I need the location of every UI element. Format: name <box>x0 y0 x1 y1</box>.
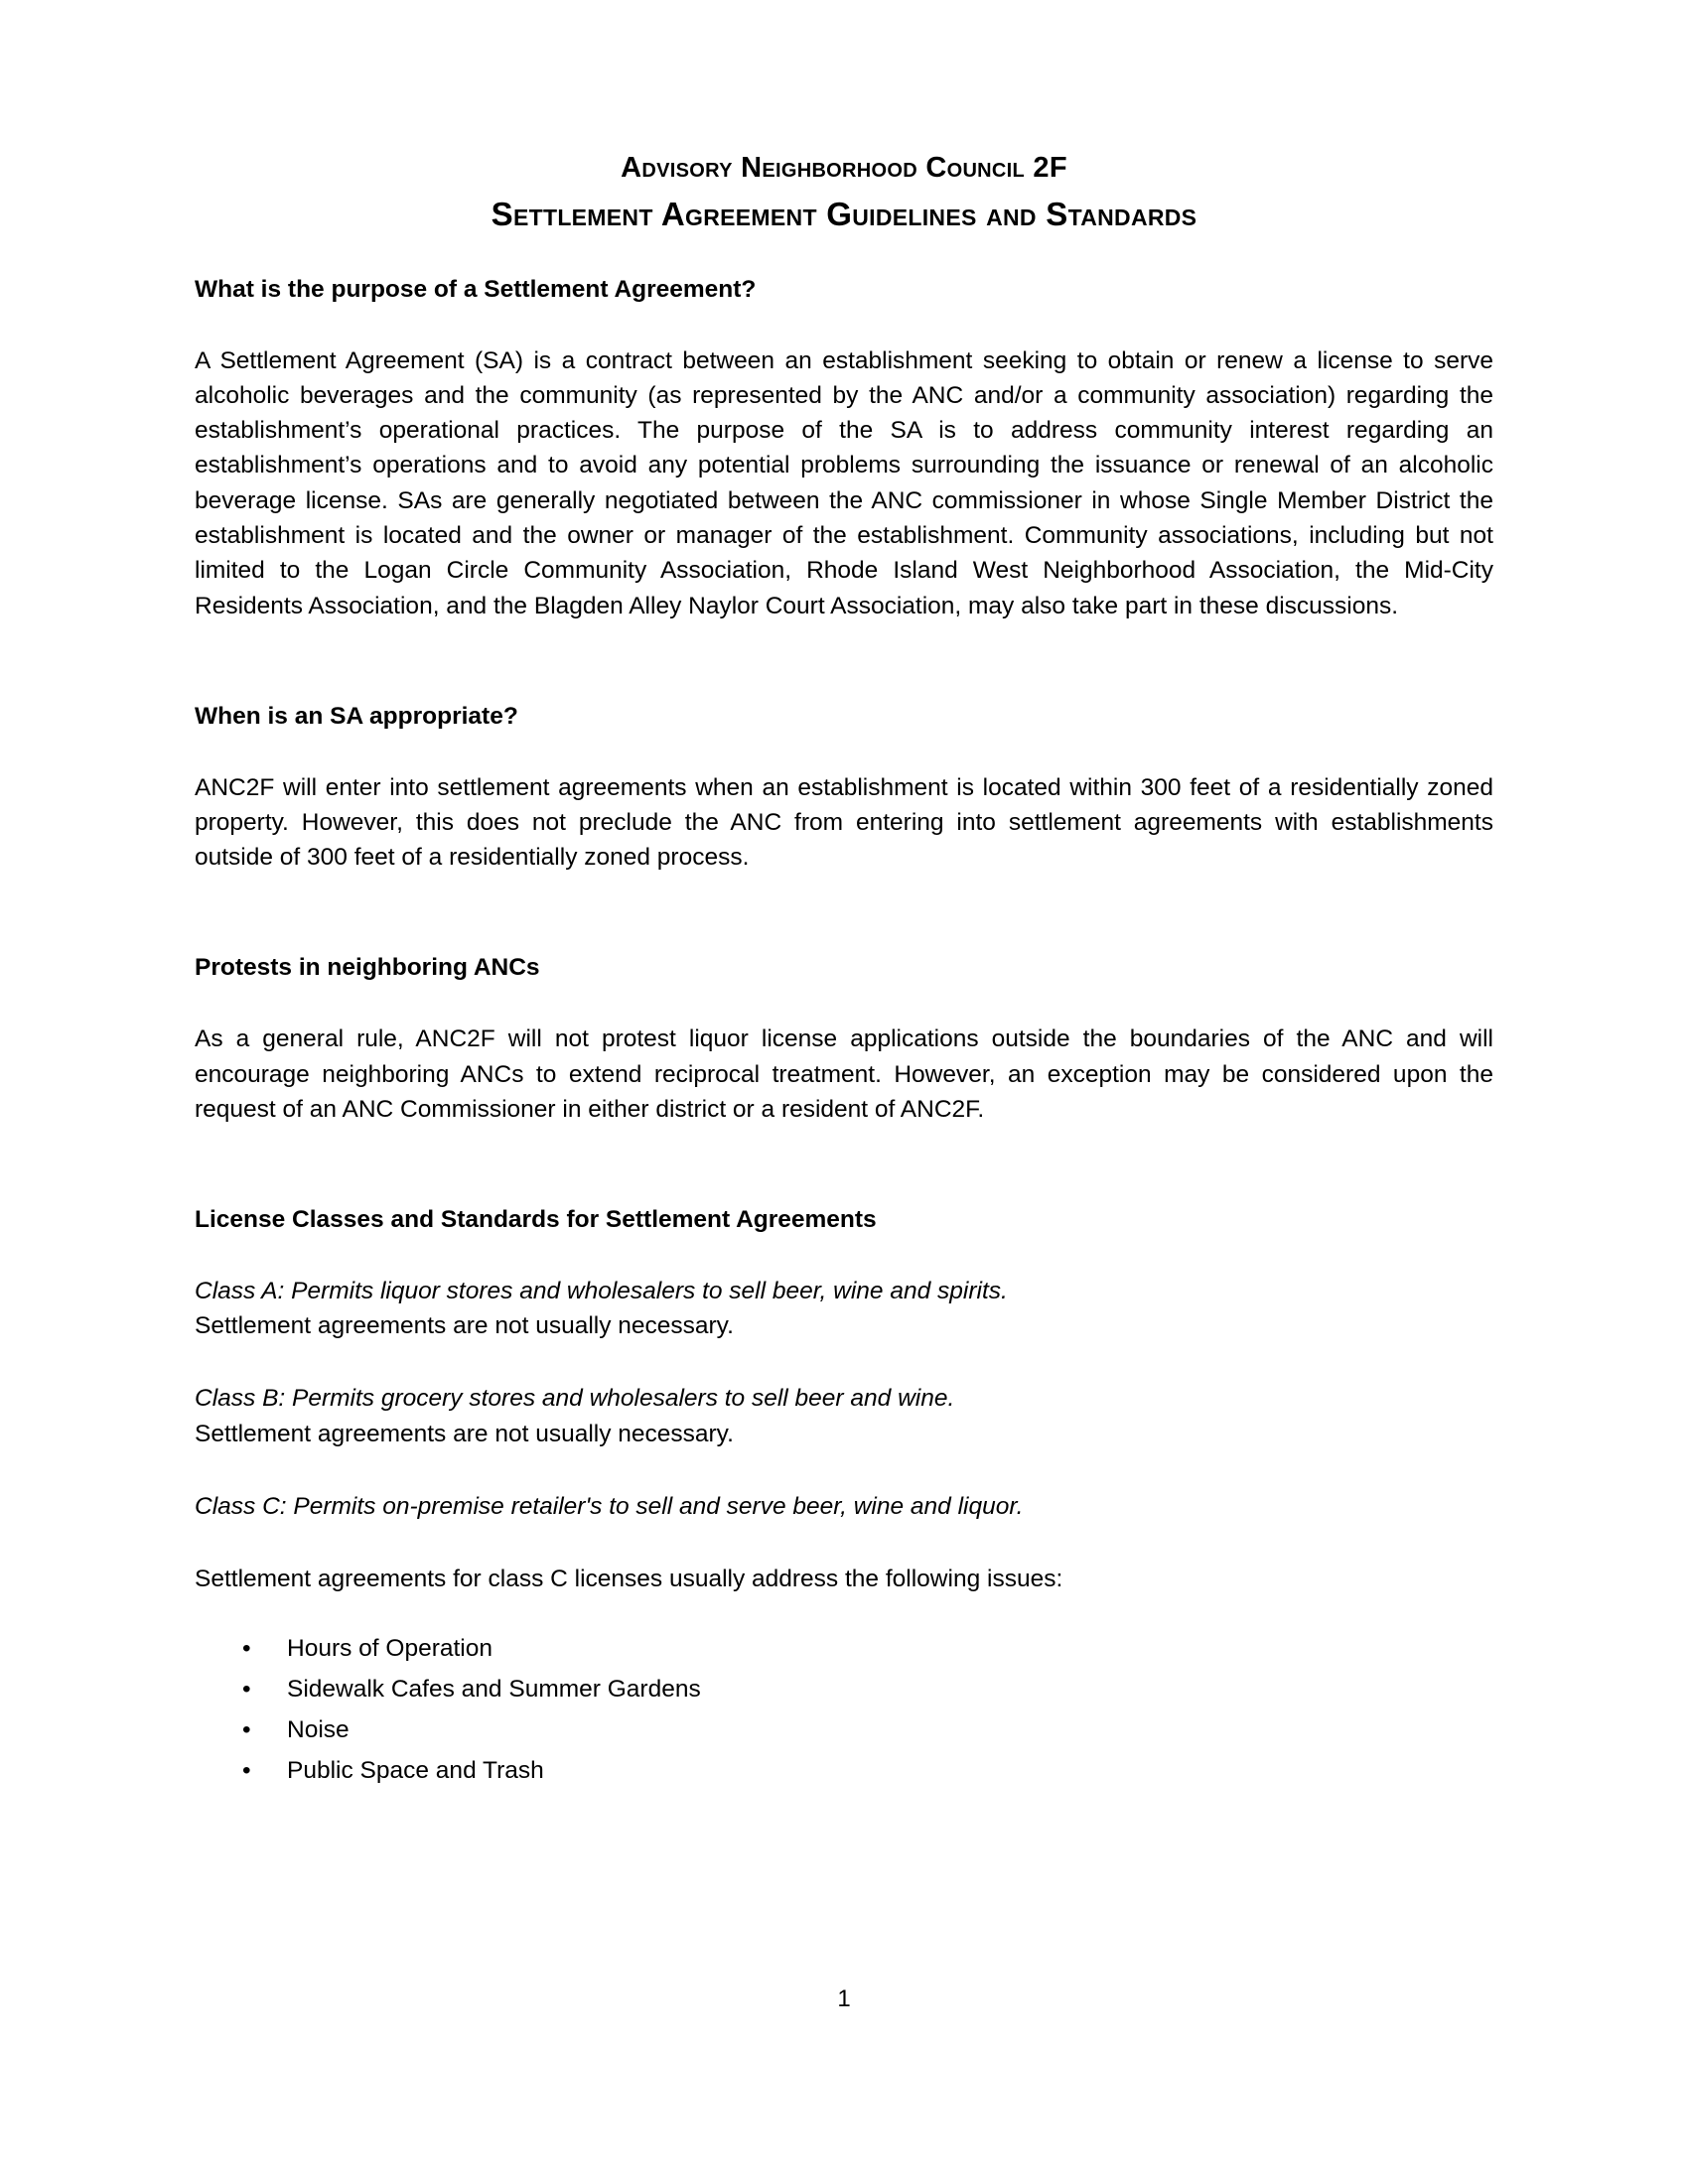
spacer <box>195 1343 1493 1381</box>
bullet-icon: • <box>242 1675 251 1703</box>
spacer <box>195 1524 1493 1562</box>
heading-protests: Protests in neighboring ANCs <box>195 954 540 982</box>
spacer <box>195 306 1493 343</box>
class-c-intro: Settlement agreements for class C licenses usually address the following issues: <box>195 1566 1063 1593</box>
class-b-note: Settlement agreements are not usually necessary. <box>195 1420 734 1447</box>
paragraph-purpose: A Settlement Agreement (SA) is a contract between an establishment seeking to obtain or renew a license to serve alcoholic beverages and the community (as represented by the ANC and/or a community association) regarding the establishment’s operational practices. The purpose of the SA is to address community interest regarding an establishment’s operations and to avoid any potential problems surrounding the issuance or renewal of an alcoholic beverage license. SAs are generally negotiated between the ANC commissioner in whose Single Member District the establishment is located and the owner or manager of the establishment. Community associations, including but not limited to the Logan Circle Community Association, Rhode Island West Neighborhood Association, the Mid-City Residents Association, and the Blagden Alley Naylor Court Association, may also take part in these discussions. <box>195 346 1493 619</box>
paragraph-protests: As a general rule, ANC2F will not protest liquor license applications outside the boundaries of the ANC and will encourage neighboring ANCs to extend reciprocal treatment. However, an exception may be considered upon the request of an ANC Commissioner in either district or a resident of ANC2F. <box>195 1025 1493 1123</box>
list-item <box>242 1635 1493 1663</box>
spacer <box>195 733 1493 770</box>
list-item-label: Hours of Operation <box>287 1634 492 1662</box>
document-title-line-1: Advisory Neighborhood Council 2F <box>621 152 1067 184</box>
spacer <box>195 875 1493 926</box>
heading-purpose: What is the purpose of a Settlement Agreement? <box>195 275 757 303</box>
spacer <box>195 623 1493 675</box>
page-number: 1 <box>837 1985 851 2012</box>
spacer <box>195 1597 1493 1635</box>
list-item <box>242 1716 1493 1744</box>
spacer <box>195 984 1493 1022</box>
license-class-a <box>195 1274 1493 1344</box>
bullet-icon: • <box>242 1715 251 1743</box>
class-a-definition: Class A: Permits liquor stores and wholesalers to sell beer, wine and spirits. <box>195 1277 1008 1304</box>
list-item-label: Noise <box>287 1715 350 1743</box>
spacer <box>195 926 1493 952</box>
bullet-icon: • <box>242 1634 251 1662</box>
license-class-c <box>195 1489 1493 1524</box>
spacer <box>195 236 1493 274</box>
heading-when-appropriate: When is an SA appropriate? <box>195 702 518 730</box>
spacer <box>195 1451 1493 1489</box>
class-c-issue-list <box>195 1635 1493 1786</box>
paragraph-when-appropriate: ANC2F will enter into settlement agreements when an establishment is located within 300 feet of a residentially zoned property. However, this does not preclude the ANC from entering into settlement agreements with establishments outside of 300 feet of a residentially zoned process. <box>195 773 1493 872</box>
class-a-note: Settlement agreements are not usually necessary. <box>195 1312 734 1340</box>
list-item-label: Public Space and Trash <box>287 1757 544 1785</box>
class-c-definition: Class C: Permits on-premise retailer's to sell and serve beer, wine and liquor. <box>195 1492 1024 1520</box>
document-title-line-2: Settlement Agreement Guidelines and Standards <box>491 196 1197 233</box>
spacer <box>195 1236 1493 1274</box>
list-item <box>242 1676 1493 1704</box>
bullet-icon: • <box>242 1757 251 1785</box>
license-class-b <box>195 1381 1493 1451</box>
class-b-definition: Class B: Permits grocery stores and wholesalers to sell beer and wine. <box>195 1385 955 1413</box>
list-item <box>242 1757 1493 1785</box>
spacer <box>195 1178 1493 1204</box>
spacer <box>195 675 1493 701</box>
heading-license-classes: License Classes and Standards for Settlement Agreements <box>195 1206 877 1234</box>
document-title-block <box>195 149 1493 236</box>
list-item-label: Sidewalk Cafes and Summer Gardens <box>287 1675 701 1703</box>
spacer <box>195 1127 1493 1178</box>
